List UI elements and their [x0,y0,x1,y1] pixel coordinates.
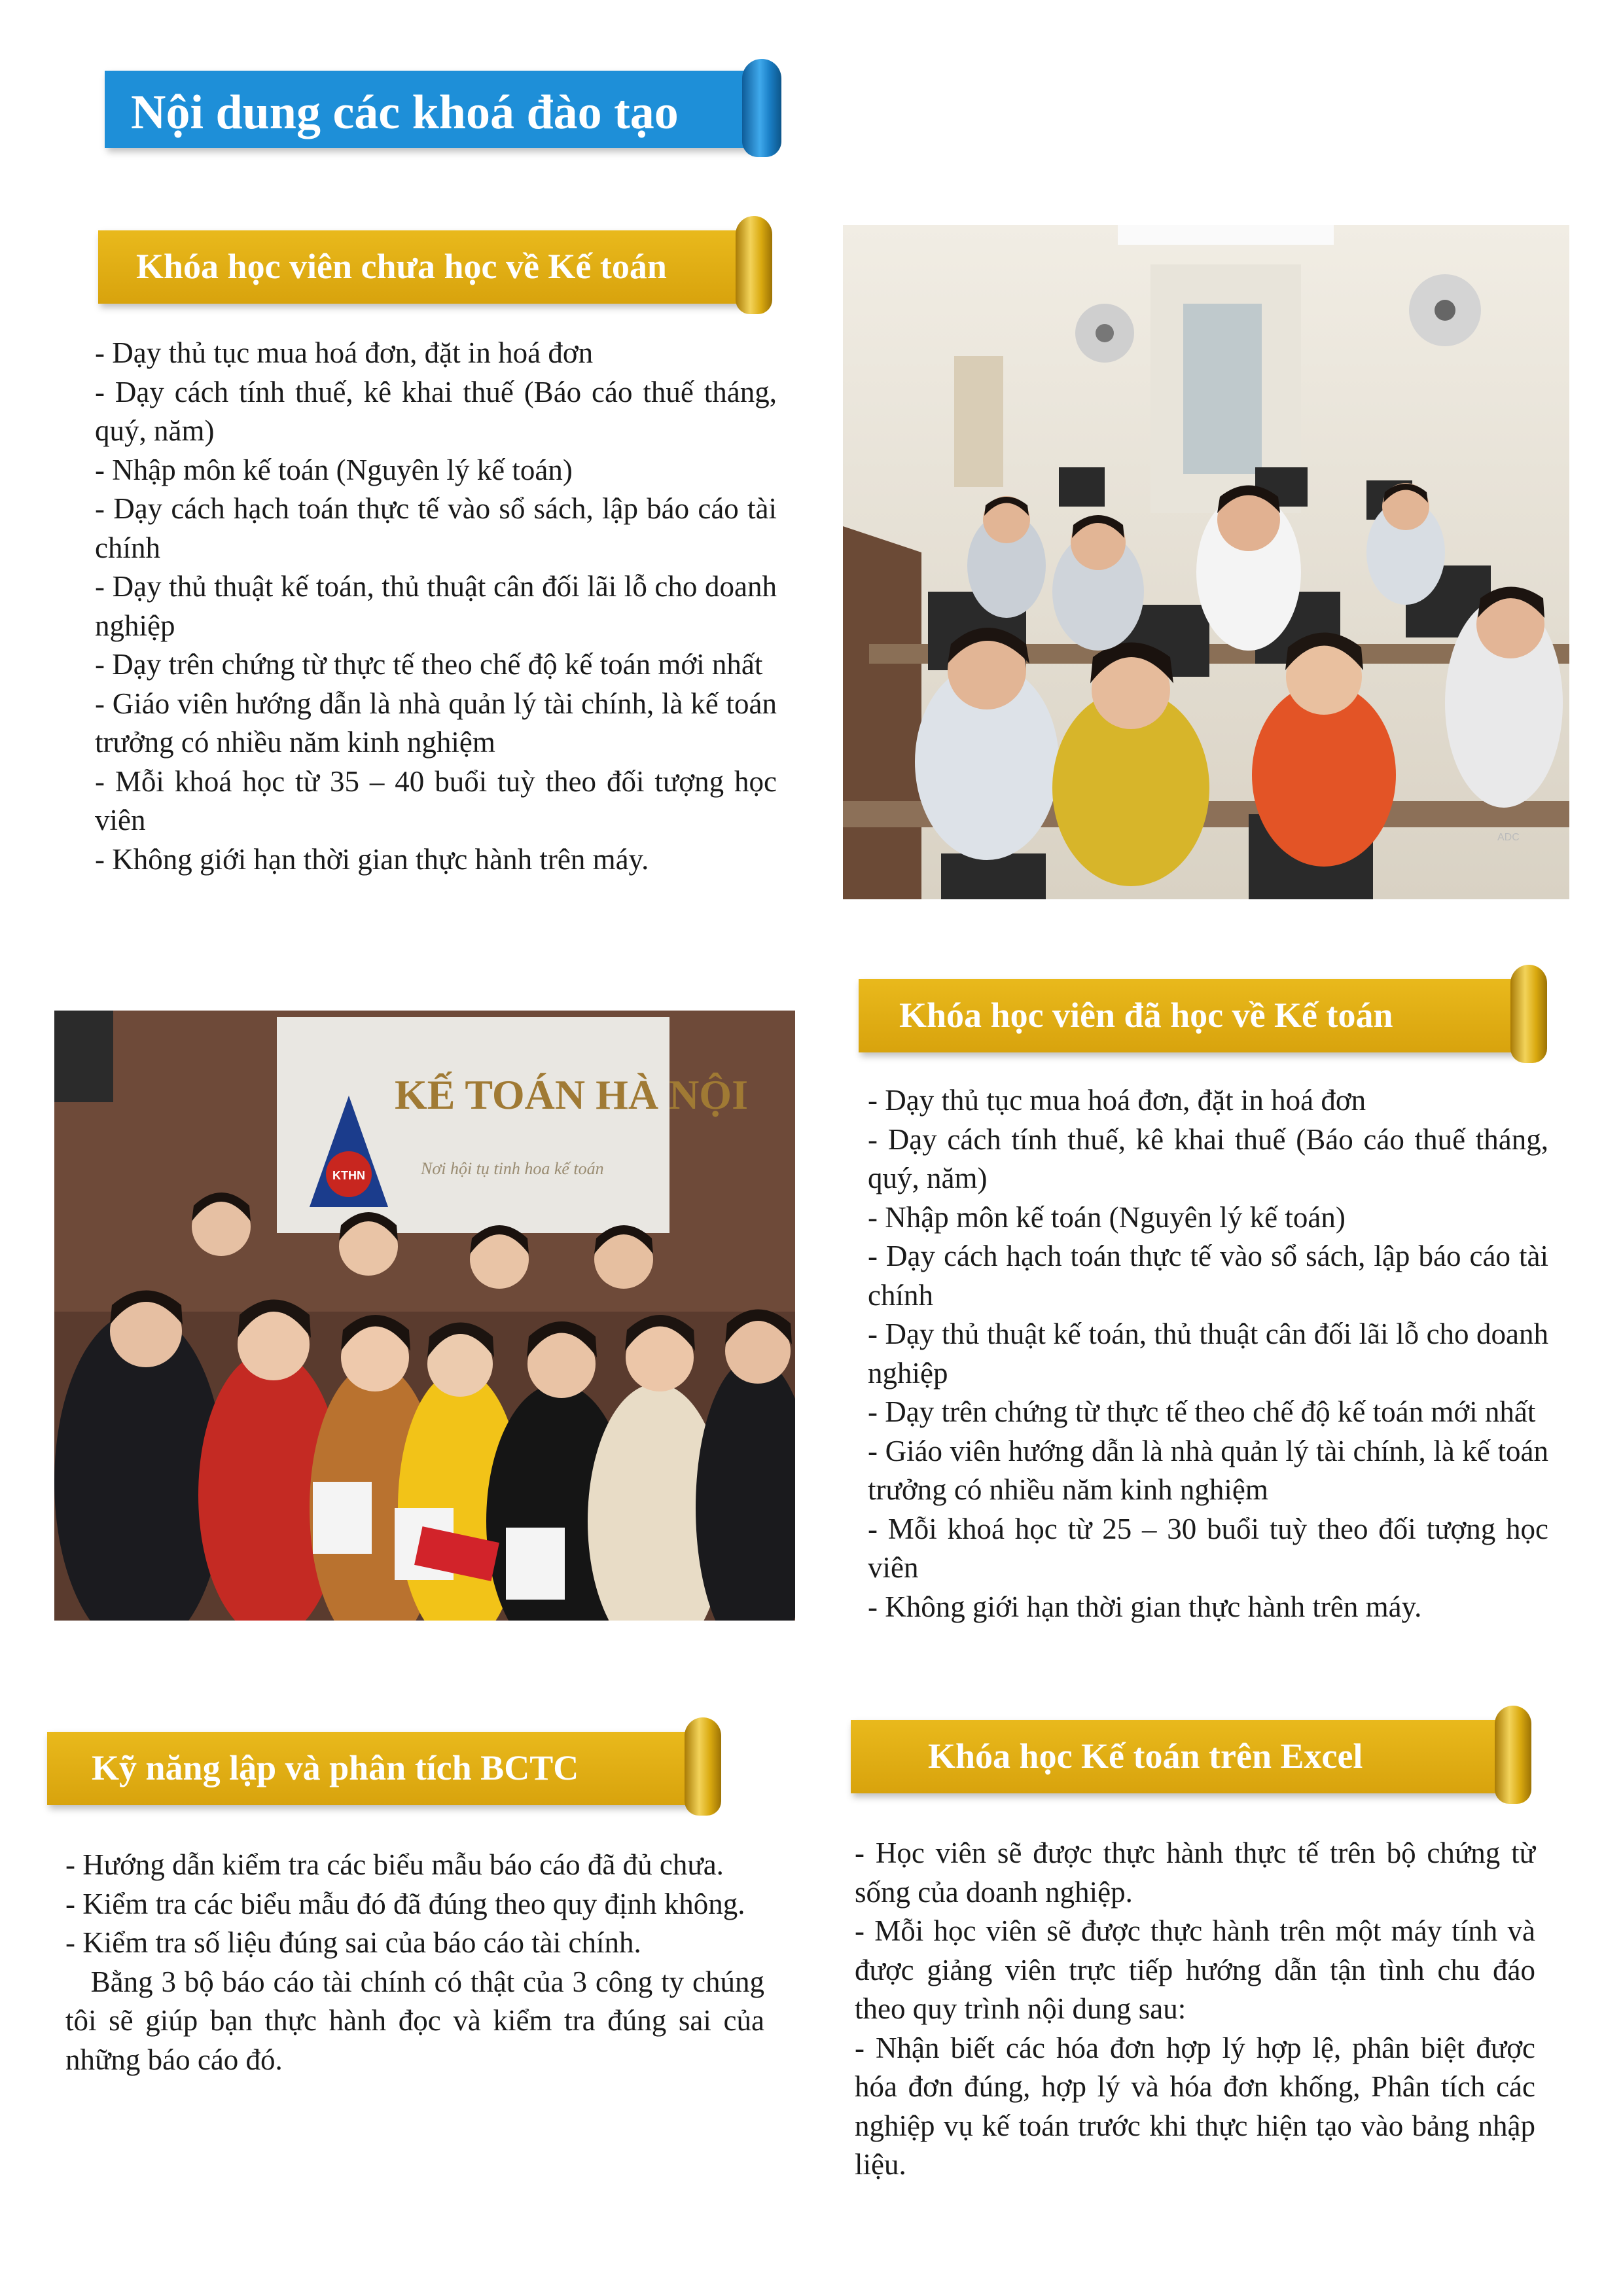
section-2-ribbon [859,979,1527,1052]
list-item: - Dạy trên chứng từ thực tế theo chế độ kế toán mới nhất [95,648,763,681]
list-item: - Dạy thủ tục mua hoá đơn, đặt in hoá đơn [868,1084,1366,1117]
section-2-body [868,1081,1548,1626]
list-item: - Nhập môn kế toán (Nguyên lý kế toán) [95,453,573,486]
list-item: - Dạy cách tính thuế, kê khai thuế (Báo cáo thuế tháng, quý, năm) [868,1122,1548,1194]
section-3-title: Kỹ năng lập và phân tích BCTC [92,1748,579,1787]
list-item: - Kiểm tra số liệu đúng sai của báo cáo tài chính. [65,1926,641,1959]
list-item: - Mỗi khoá học từ 35 – 40 buổi tuỳ theo đối tượng học viên [95,764,777,836]
list-item: - Kiểm tra các biểu mẫu đó đã đúng theo quy định không. [65,1887,745,1920]
list-item: - Không giới hạn thời gian thực hành trên máy. [95,842,649,876]
sign-slogan: Nơi hội tụ tinh hoa kế toán [421,1159,604,1178]
scroll-ornament [1495,1706,1531,1804]
list-item: - Không giới hạn thời gian thực hành trên máy. [868,1590,1422,1623]
list-item: - Dạy thủ tục mua hoá đơn, đặt in hoá đơn [95,336,594,369]
section-4-ribbon [851,1720,1512,1793]
list-item: - Dạy cách tính thuế, kê khai thuế (Báo cáo thuế tháng, quý, năm) [95,375,777,447]
logo-text: KTHN [332,1169,365,1182]
scroll-ornament [685,1717,721,1816]
list-item: - Giáo viên hướng dẫn là nhà quản lý tài chính, là kế toán trưởng có nhiều năm kinh nghiệm [95,687,777,759]
list-item: - Học viên sẽ được thực hành thực tế trên bộ chứng từ sống của doanh nghiệp. [855,1837,1535,1909]
section-1-title: Khóa học viên chưa học về Kế toán [136,247,667,286]
section-4-body [855,1834,1535,2185]
section-3-body [65,1846,772,2079]
list-item: - Hướng dẫn kiểm tra các biểu mẫu báo cáo đã đủ chưa. [65,1848,724,1881]
list-item: - Mỗi khoá học từ 25 – 30 buổi tuỳ theo đối tượng học viên [868,1512,1548,1584]
sign-title: KẾ TOÁN HÀ NỘI [395,1071,748,1118]
main-title-banner [105,71,759,148]
section-1-body [95,334,777,879]
list-item: Bằng 3 bộ báo cáo tài chính có thật của 3 công ty chúng tôi sẽ giúp bạn thực hành đọc và kiểm tra đúng sai của những báo cáo đó. [65,1965,772,2076]
scroll-ornament [742,59,781,157]
list-item: - Dạy trên chứng từ thực tế theo chế độ kế toán mới nhất [868,1395,1536,1428]
list-item: - Nhập môn kế toán (Nguyên lý kế toán) [868,1200,1346,1234]
page-title: Nội dung các khoá đào tạo [131,86,679,139]
classroom-photo [843,225,1569,899]
list-item: - Giáo viên hướng dẫn là nhà quản lý tài chính, là kế toán trưởng có nhiều năm kinh nghiệm [868,1434,1548,1506]
list-item: - Dạy cách hạch toán thực tế vào sổ sách, lập báo cáo tài chính [95,492,777,564]
monitor-brand: ADC [1497,832,1520,843]
section-4-title: Khóa học Kế toán trên Excel [928,1736,1363,1776]
list-item: - Nhận biết các hóa đơn hợp lý hợp lệ, phân biệt được hóa đơn đúng, hợp lý và hóa đơn khống, Phân tích các nghiệp vụ kế toán trước khi thực hiện tạo vào bảng nhập liệu. [855,2031,1535,2181]
scroll-ornament [736,216,772,314]
group-photo [54,1011,795,1621]
list-item: - Mỗi học viên sẽ được thực hành trên một máy tính và được giảng viên trực tiếp hướng dẫn tận tình chu đáo theo quy trình nội dung sau: [855,1914,1535,2025]
scroll-ornament [1510,965,1547,1063]
section-1-ribbon [98,230,753,304]
section-3-ribbon [47,1732,702,1805]
list-item: - Dạy thủ thuật kế toán, thủ thuật cân đối lãi lỗ cho doanh nghiệp [868,1318,1548,1390]
list-item: - Dạy cách hạch toán thực tế vào sổ sách, lập báo cáo tài chính [868,1240,1548,1312]
list-item: - Dạy thủ thuật kế toán, thủ thuật cân đối lãi lỗ cho doanh nghiệp [95,570,777,642]
section-2-title: Khóa học viên đã học về Kế toán [899,996,1393,1035]
